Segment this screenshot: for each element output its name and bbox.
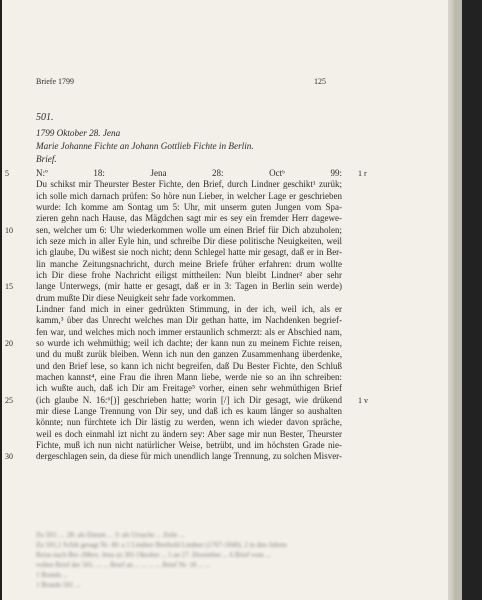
line-number: 10	[5, 225, 13, 235]
text-line	[36, 417, 342, 428]
text-line	[5, 281, 342, 292]
letter-date-place: 1799 Oktober 28. Jena	[36, 128, 121, 138]
line-text: wurde: Ich komme am Sontag um 5: Uhr, mit unserm guten Jungen vom Spa-	[36, 201, 342, 212]
text-line	[36, 327, 342, 338]
line-number: 15	[5, 282, 13, 292]
letter-addressing: Marie Johanne Fichte an Johann Gottlieb Fichte in Berlin.	[36, 141, 254, 151]
letter-number: 501.	[36, 112, 54, 123]
text-line	[36, 440, 342, 451]
line-text: Du schikst mir Theurster Bester Fichte, den Brief, durch Lindner geschikt¹ zurük;	[36, 179, 342, 190]
text-line	[36, 191, 342, 202]
text-line	[36, 349, 342, 360]
apparatus-line: vollen Brief der 501. ... ... Brief an ... ... ... ... Brief Nr. 18 ... ...	[36, 561, 211, 569]
line-number: 25	[5, 395, 13, 405]
text-line	[36, 315, 342, 326]
text-line	[36, 202, 342, 213]
apparatus-line: Zu 501: ... 28: als Datum ... 3: als Ursache ... Zeile ...	[36, 531, 185, 539]
line-text: ich seze mich in aller Eyle hin, und schreibe Dir diese politische Neuigkeiten, weil	[36, 235, 342, 246]
line-text: kamm,³ über das Unrecht welches man Dir gethan hatte, im Nachdenken begrief-	[36, 315, 342, 326]
text-line	[5, 451, 342, 462]
line-number: 30	[5, 452, 13, 462]
line-text: lange Unterwegs, (mir hatte er gesagt, daß er in 3: Tagen in Berlin sein werde)	[36, 281, 342, 292]
text-line	[5, 337, 342, 349]
text-line	[36, 213, 342, 224]
text-line	[36, 406, 342, 417]
line-text: könnte; nun fürchtete ich Dir lästig zu werden, wenn ich wieder davon spräche,	[36, 417, 342, 428]
apparatus-line: Zu 501,1 Schik gesagt Nr. 49: a 1 Lindner Berthold Lindner (1767-1840). 2 in den Jahren	[36, 541, 287, 549]
text-line	[36, 179, 342, 190]
critical-apparatus	[36, 530, 342, 590]
line-text: dergeschlagen sein, da diese für mich unendlich lange Trennung, zu solchen Misver-	[36, 451, 342, 462]
text-line	[36, 429, 342, 440]
apparatus-line: Reise nach Ber. (Mers. Jena zu 301 Oktober ... 5 an 27. Dezember ... 6 Brief vom ...	[36, 551, 271, 559]
text-line	[5, 168, 367, 179]
text-line	[5, 394, 368, 406]
text-line	[36, 259, 342, 270]
line-number: 5	[5, 169, 9, 178]
line-text: so wurde ich wehmüthig; weil ich dachte; der kann nun zu meinem Fichte reisen,	[36, 337, 342, 348]
letter-type: Brief.	[36, 154, 57, 164]
line-text: weil es doch einmahl izt nicht zu ändern sey: Aber sage mir nun Bester, Theurster	[36, 428, 342, 439]
line-text: zieren gehn nach Hause, das Mägdchen sagt mir es sey ein fremder Herr dagewe-	[36, 213, 342, 224]
line-text: ich Dir diese frohe Nachricht eiligst mittheilen: Nun bleibt Lindner² aber sehr	[36, 269, 342, 280]
folio-marker: 1 v	[358, 395, 368, 405]
apparatus-line: 1 Brands 501 ...	[36, 581, 81, 589]
line-text: machen kannst⁴, eine Frau die ihren Mann liebe, werde nie so an ihn schreiben:	[36, 371, 342, 382]
book-page	[2, 0, 448, 600]
dark-margin	[462, 0, 482, 600]
line-text: ich solle mich darnach prüfen: So höre nun Lieber, in welcher Lage er geschrieben	[36, 190, 342, 201]
text-line	[36, 236, 342, 247]
line-text: und den Brief lese, so kann ich nicht begreifen, daß Du Bester Fichte, den Schluß	[36, 360, 342, 371]
text-line	[36, 361, 342, 372]
line-text: mir diese Lange Trennung von Dir sey, und daß ich es kaum länger so aushalten	[36, 405, 342, 416]
page-number: 125	[314, 77, 326, 86]
apparatus-line: 1 Brands ...	[36, 571, 69, 579]
page-edge	[454, 0, 462, 600]
text-line	[36, 383, 342, 394]
line-text: (ich glaube N. 16:⁶[)] geschrieben hatte; worin [/] ich Dir gesagt, wie drükend	[36, 394, 342, 405]
letter-body	[5, 168, 368, 463]
text-line	[5, 224, 342, 236]
line-text: lin manche Zeitungsnachricht, durch meine Briefe früher erfahren: drum wollte	[36, 258, 342, 269]
line-text: ich wußte auch, daß ich Dir am Freitage⁵ vorher, einen sehr wehmüthigen Brief	[36, 383, 342, 394]
text-line	[36, 247, 342, 258]
folio-marker: 1 r	[358, 169, 367, 178]
text-line	[36, 293, 342, 304]
running-head: Briefe 1799	[36, 77, 74, 86]
line-text: drum mußte Dir diese Neuigkeit sehr fade vorkommen.	[36, 292, 236, 303]
line-text: N:º 18: Jena 28: Octᵇ 99:	[36, 168, 342, 178]
text-line	[36, 270, 342, 281]
line-text: und du mußt zurük bleiben. Wenn ich nun den ganzen Zusammenhang überdenke,	[36, 349, 342, 360]
text-line	[36, 304, 342, 315]
line-text: ich glaube, Du wißest sie noch nicht; denn Schlegel hatte mir gesagt, daß er in Ber-	[36, 247, 342, 258]
text-line	[36, 372, 342, 383]
line-text: fen war, und welches mich noch immer erstaunlich schmerzt: als er Abschied nam,	[36, 326, 342, 337]
line-text: Fichte, muß ich nun nicht natürlicher Weise, betrübt, und im höchsten Grade nie-	[36, 439, 342, 450]
line-text: Lindner fand mich in einer gedrükten Stimmung, in der ich, weil ich, als er	[36, 303, 342, 314]
line-text: sen, welcher um 6: Uhr wiederkommen wolle um einen Brief für Dich abzuholen;	[36, 224, 342, 235]
line-number: 20	[5, 338, 13, 348]
